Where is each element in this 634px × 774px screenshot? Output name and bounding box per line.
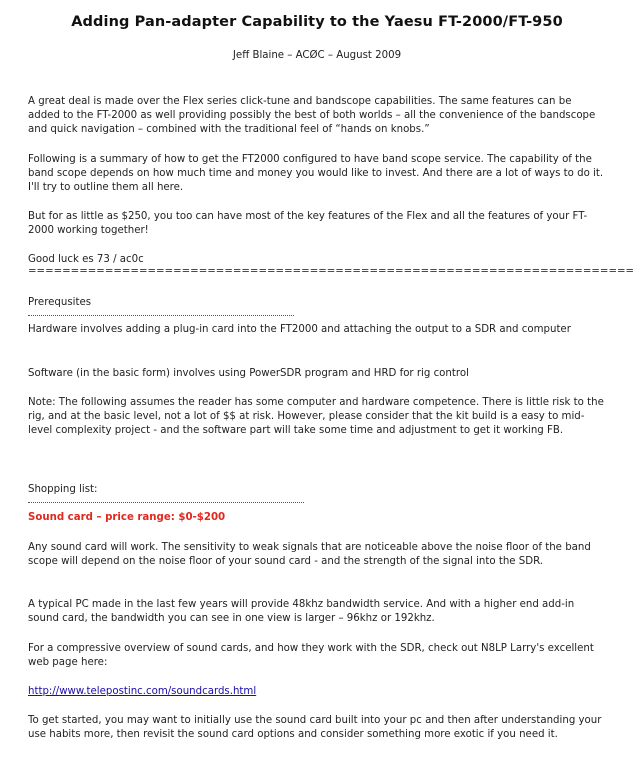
double-rule-divider: ======================================================================= <box>28 266 634 277</box>
prerequisites-heading: Prerequsites <box>28 297 92 308</box>
document-byline: Jeff Blaine – ACØC – August 2009 <box>232 50 402 61</box>
note-paragraph: Note: The following assumes the reader has some computer and hardware competence. There is little risk to the rig, and at the basic level, not a lot of $$ at risk. However, please consider that the kit build is a easy to mid-level complexity project - and the software part will take some time and adjustment to get it working FB. <box>28 397 604 437</box>
document-title: Adding Pan-adapter Capability to the Yaesu FT-2000/FT-950 <box>71 14 563 30</box>
prerequisites-hardware: Hardware involves adding a plug-in card into the FT2000 and attaching the output to a SDR and computer <box>28 324 571 335</box>
signoff-line: Good luck es 73 / ac0c <box>28 254 144 265</box>
sound-card-paragraph-3: For a compressive overview of sound cards, and how they work with the SDR, check out N8LP Larry's excellent web page here: <box>28 643 594 669</box>
prerequisites-software: Software (in the basic form) involves using PowerSDR program and HRD for rig control <box>28 368 469 379</box>
sound-card-paragraph-2: A typical PC made in the last few years will provide 48khz bandwidth service. And with a higher end add-in sound card, the bandwidth you can see in one view is larger – 96khz or 192khz. <box>28 599 575 625</box>
soundcards-link[interactable]: http://www.telepostinc.com/soundcards.html <box>28 686 257 697</box>
intro-paragraph-1: A great deal is made over the Flex series click-tune and bandscope capabilities. The same features can be added to the FT-2000 as well providing possibly the best of both worlds – all the convenience of the bandscope and quick navigation – combined with the traditional feel of “hands on knobs.” <box>28 96 596 136</box>
sound-card-paragraph-4: To get started, you may want to initially use the sound card built into your pc and then after understanding your use habits more, then revisit the sound card options and consider something more exotic if you need it. <box>28 715 602 741</box>
prerequisites-underline <box>28 315 294 316</box>
sound-card-heading: Sound card – price range: $0-$200 <box>28 512 226 523</box>
intro-paragraph-3: But for as little as $250, you too can have most of the key features of the Flex and all the features of your FT-2000 working together! <box>28 211 588 237</box>
sound-card-paragraph-1: Any sound card will work. The sensitivity to weak signals that are noticeable above the noise floor of the band scope will depend on the noise floor of your sound card - and the strength of the signal into the SDR. <box>28 542 591 568</box>
intro-paragraph-2: Following is a summary of how to get the FT2000 configured to have band scope service. The capability of the band scope depends on how much time and money you would like to invest. And there are a lot of ways to do it. I'll try to outline them all here. <box>28 154 604 194</box>
shopping-list-heading: Shopping list: <box>28 484 98 495</box>
sound-card-link-line <box>28 685 606 699</box>
shopping-list-underline <box>28 502 304 503</box>
